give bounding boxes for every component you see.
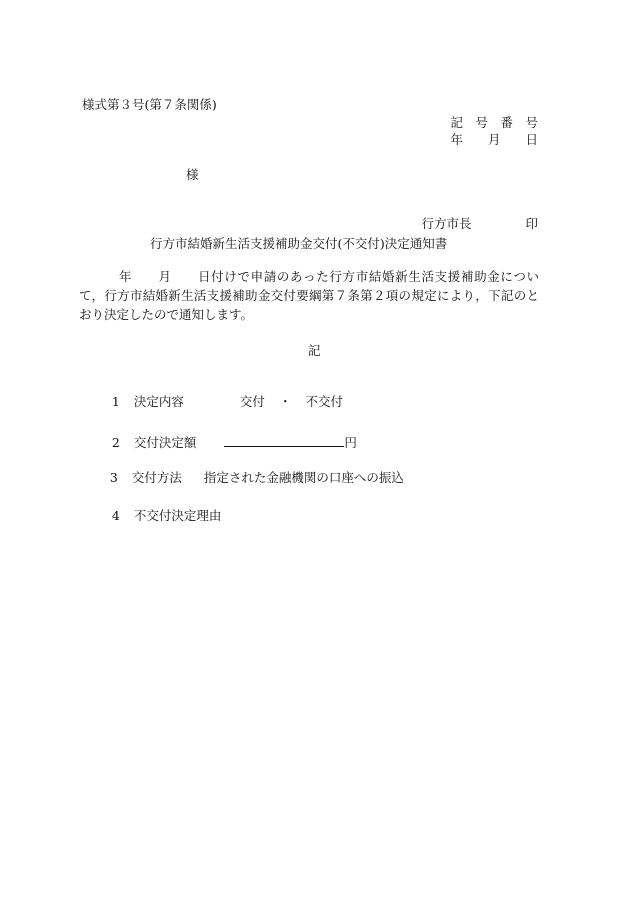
item-nongrant-reason bbox=[96, 493, 221, 538]
item-label: 交付方法 bbox=[131, 470, 182, 485]
item-number: 3 bbox=[109, 470, 118, 485]
item-label: 不交付決定理由 bbox=[133, 508, 222, 523]
decision-grant-option: 交付 bbox=[239, 394, 265, 409]
document-title: 行方市結婚新生活支援補助金交付(不交付)決定通知書 bbox=[150, 236, 448, 251]
option-separator: ・ bbox=[278, 394, 292, 409]
payment-method-value: 指定された金融機関の口座への振込 bbox=[203, 470, 404, 485]
decision-nongrant-option: 不交付 bbox=[305, 394, 343, 409]
mayor-title: 行方市長 bbox=[421, 216, 472, 231]
reference-number-label: 記 号 番 号 bbox=[450, 115, 538, 130]
date-line: 年 月 日 bbox=[450, 132, 538, 147]
item-number: 4 bbox=[111, 508, 120, 523]
amount-blank-line bbox=[224, 432, 344, 447]
item-label: 交付決定額 bbox=[133, 435, 197, 450]
ki-heading: 記 bbox=[308, 343, 321, 358]
seal-mark: 印 bbox=[525, 216, 538, 231]
item-label: 決定内容 bbox=[133, 394, 184, 409]
notice-body: 年 月 日付けで申請のあった行方市結婚新生活支援補助金について，行方市結婚新生活支援補助金交付要綱第７条第２項の規定により，下記のとおり決定したので通知します。 bbox=[79, 269, 539, 323]
form-label: 様式第３号(第７条関係) bbox=[82, 97, 217, 112]
item-number: 1 bbox=[111, 394, 120, 409]
addressee-suffix: 様 bbox=[186, 167, 199, 182]
item-number: 2 bbox=[111, 435, 120, 450]
amount-unit: 円 bbox=[344, 435, 357, 450]
